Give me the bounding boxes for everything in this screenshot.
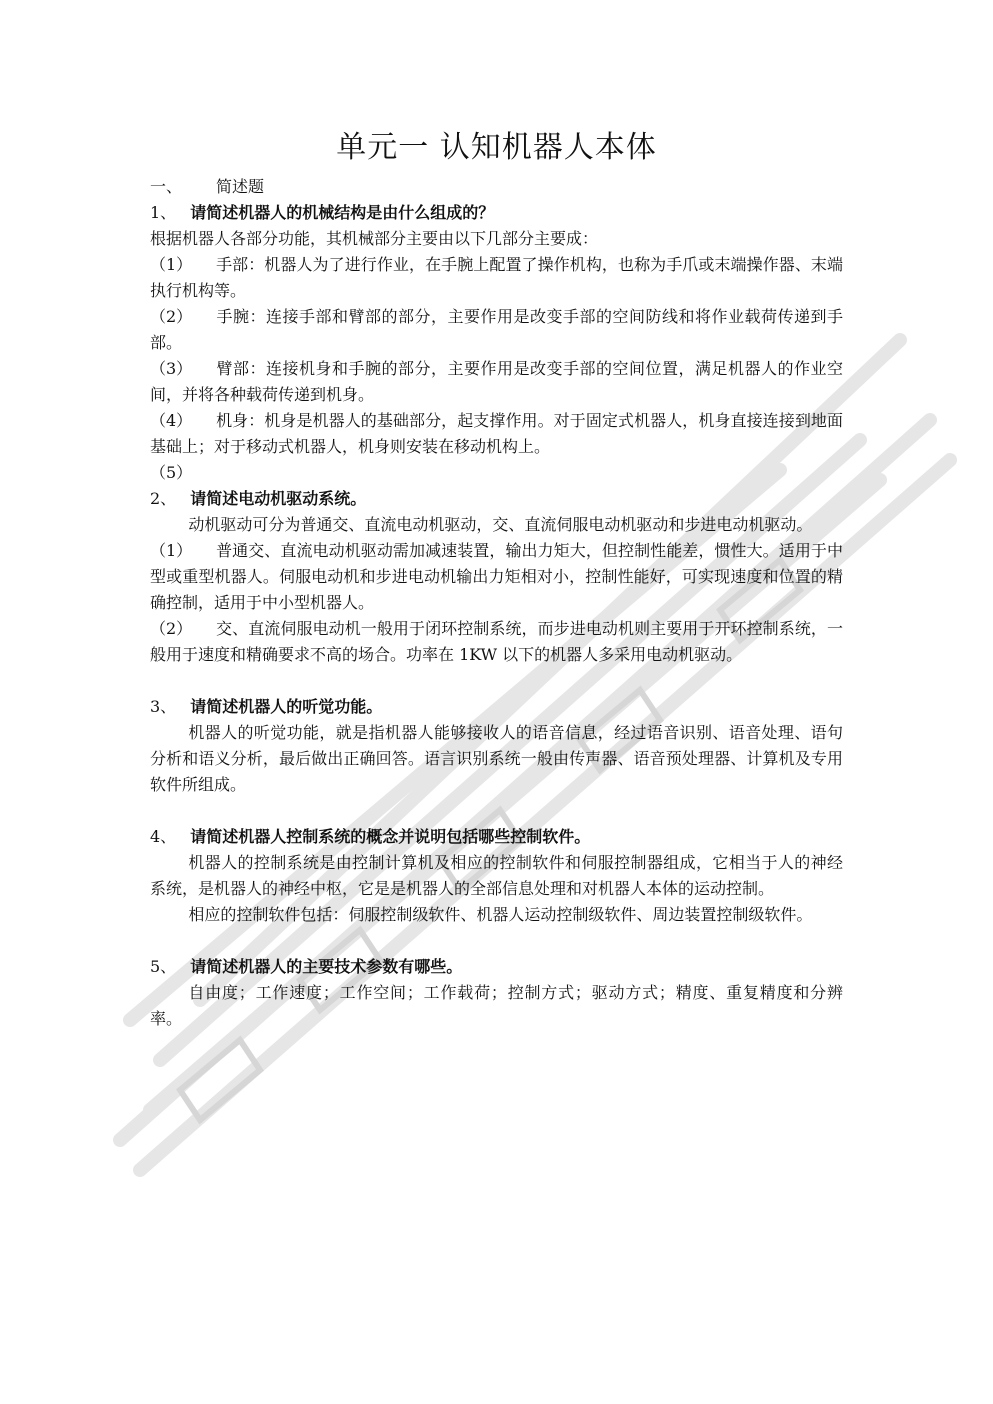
question-4 [150,824,843,850]
spacer [150,928,843,954]
spacer [150,798,843,824]
answer-paragraph: 相应的控制软件包括：伺服控制级软件、机器人运动控制级软件、周边装置控制级软件。 [188,905,813,924]
question-text: 请简述机器人控制系统的概念并说明包括哪些控制软件。 [190,827,591,846]
list-item: （2） 手腕：连接手部和臂部的部分，主要作用是改变手部的空间防线和将作业载荷传递到手部。 [150,307,843,352]
answer-intro: 根据机器人各部分功能，其机械部分主要由以下几部分主要成： [150,229,599,248]
question-number: 4、 [150,827,177,846]
section-number: 一、 [150,177,183,196]
answer-intro: 动机驱动可分为普通交、直流电动机驱动，交、直流伺服电动机驱动和步进电动机驱动。 [188,515,813,534]
question-number: 3、 [150,697,177,716]
question-number: 5、 [150,957,177,976]
list-item: （1） 手部：机器人为了进行作业，在手腕上配置了操作机构，也称为手爪或末端操作器、末端执行机构等。 [150,255,843,300]
question-5 [150,954,843,980]
list-item: （4） 机身：机身是机器人的基础部分，起支撑作用。对于固定式机器人，机身直接连接到地面基础上；对于移动式机器人，机身则安装在移动机构上。 [150,411,843,456]
list-item: （1） 普通交、直流电动机驱动需加减速装置，输出力矩大，但控制性能差，惯性大。适用于中型或重型机器人。伺服电动机和步进电动机输出力矩相对小，控制性能好，可实现速度和位置的精确控制，适用于中小型机器人。 [150,541,843,612]
page-title: 单元一 认知机器人本体 [336,130,657,165]
answer-paragraph: 自由度；工作速度；工作空间；工作载荷；控制方式；驱动方式；精度、重复精度和分辨率。 [150,983,843,1028]
answer-paragraph: 机器人的听觉功能，就是指机器人能够接收人的语音信息，经过语音识别、语音处理、语句分析和语义分析，最后做出正确回答。语言识别系统一般由传声器、语音预处理器、计算机及专用软件所组成。 [150,723,843,794]
list-item: （5） [150,463,193,482]
question-1 [150,200,843,226]
question-text: 请简述机器人的听觉功能。 [190,697,383,716]
question-text: 请简述电动机驱动系统。 [190,489,367,508]
spacer [150,668,843,694]
document-page [150,128,843,1032]
question-number: 2、 [150,489,177,508]
question-text: 请简述机器人的主要技术参数有哪些。 [190,957,463,976]
answer-paragraph: 机器人的控制系统是由控制计算机及相应的控制软件和伺服控制器组成，它相当于人的神经系统，是机器人的神经中枢，它是是机器人的全部信息处理和对机器人本体的运动控制。 [150,853,843,898]
list-item: （3） 臂部：连接机身和手腕的部分，主要作用是改变手部的空间位置，满足机器人的作业空间，并将各种载荷传递到机身。 [150,359,843,404]
question-text: 请简述机器人的机械结构是由什么组成的？ [190,203,495,222]
section-heading [150,174,843,200]
question-3 [150,694,843,720]
list-item: （2） 交、直流伺服电动机一般用于闭环控制系统，而步进电动机则主要用于开环控制系统，一般用于速度和精确要求不高的场合。功率在 1KW 以下的机器人多采用电动机驱动。 [150,619,843,664]
question-number: 1、 [150,203,177,222]
section-label: 简述题 [216,177,265,196]
question-2 [150,486,843,512]
